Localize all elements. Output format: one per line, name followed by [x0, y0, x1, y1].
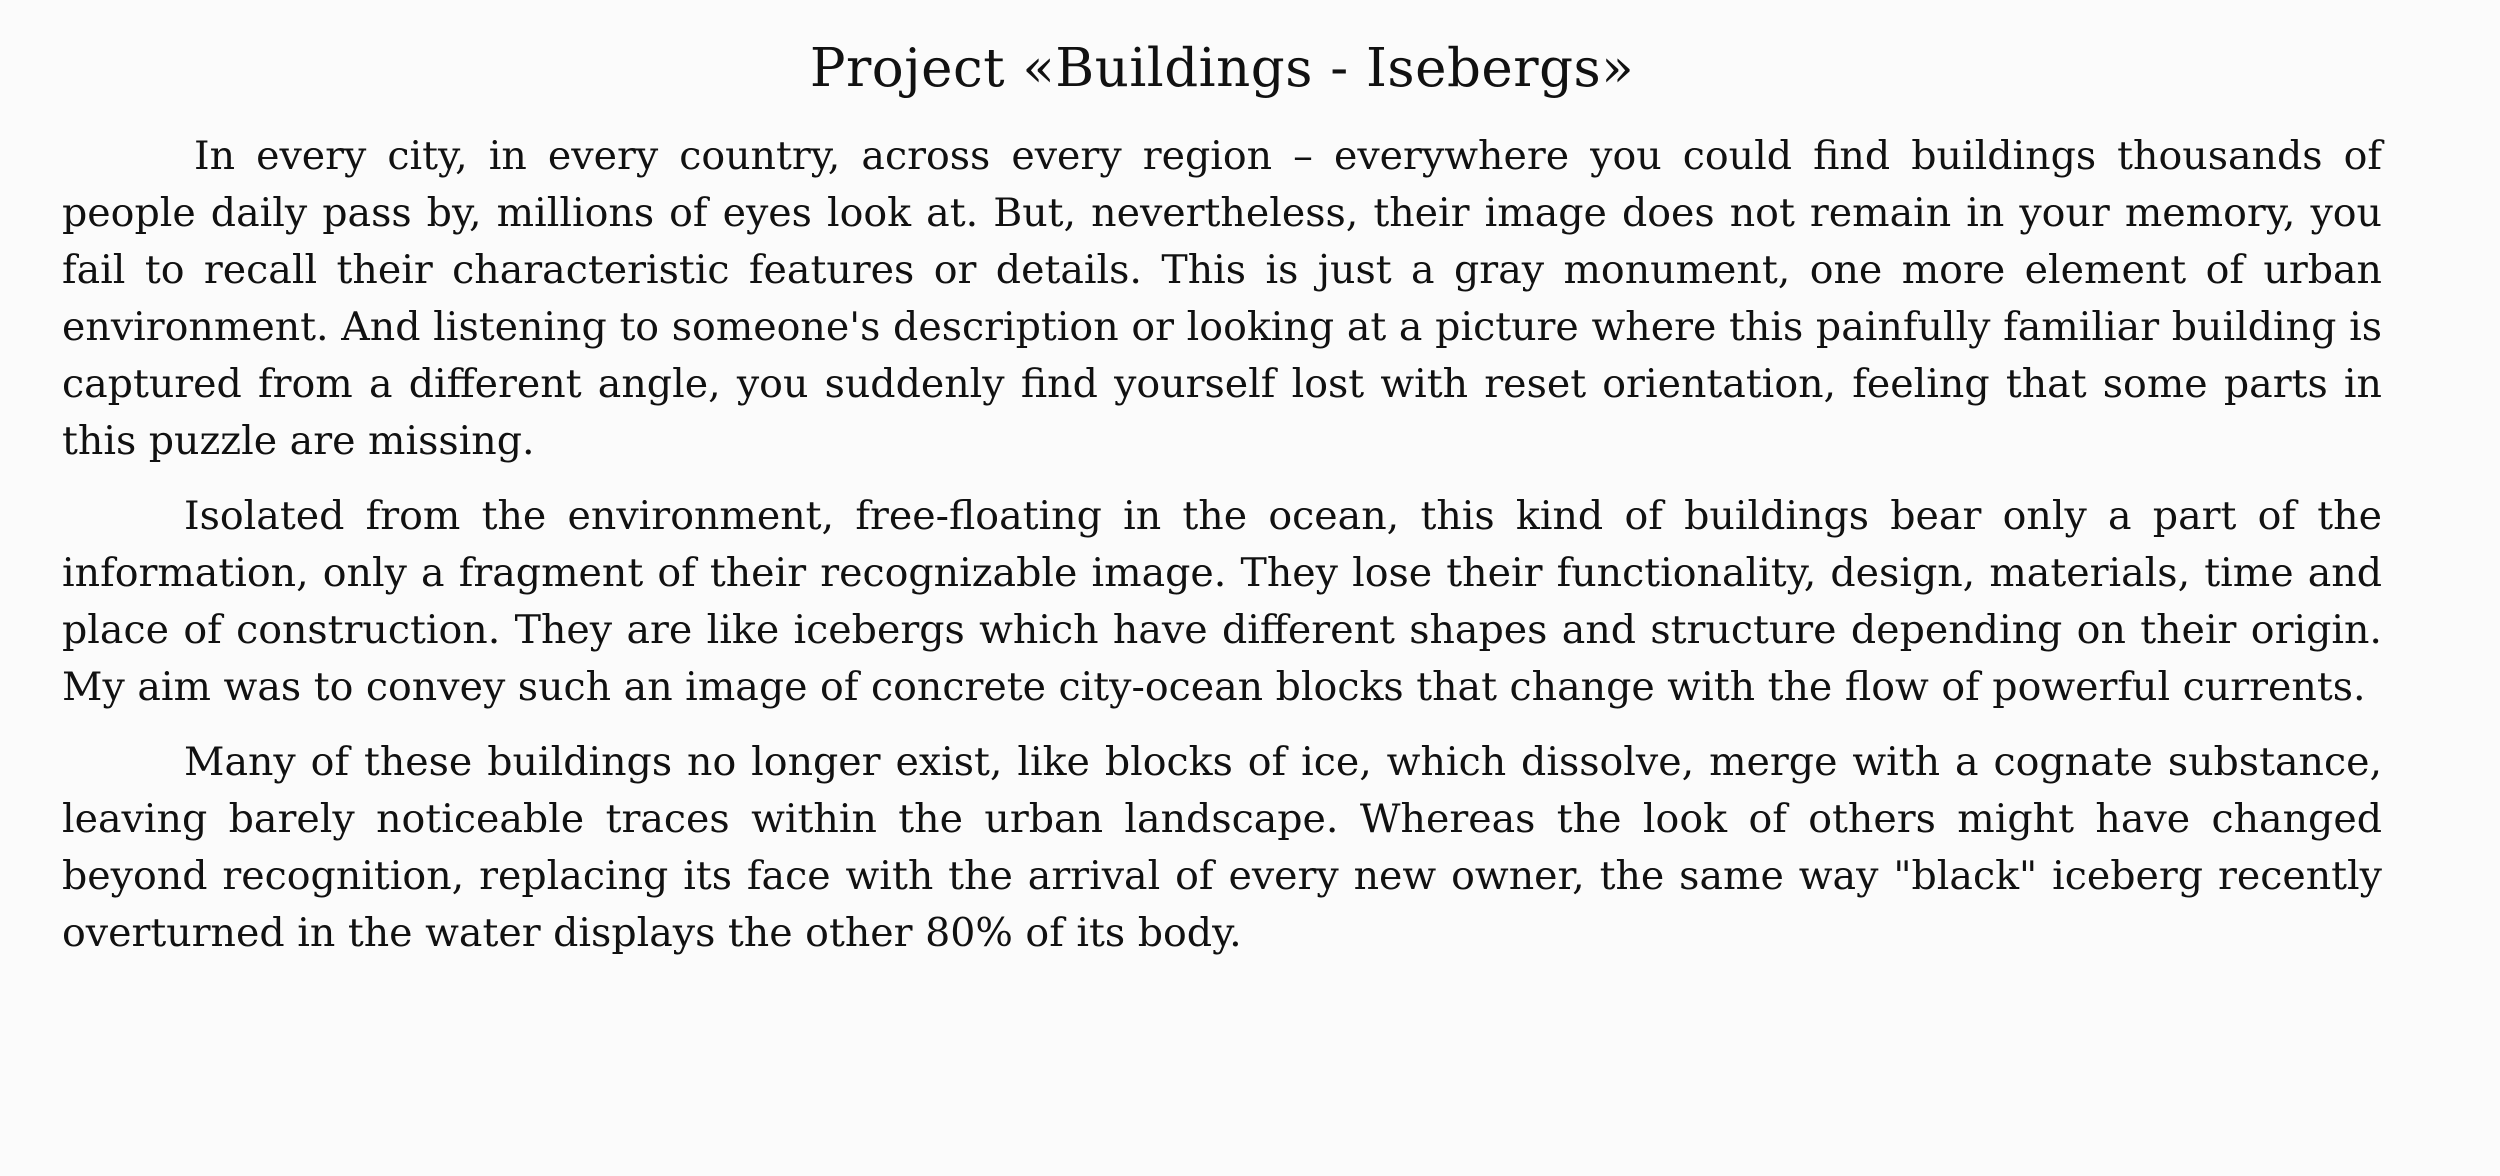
paragraph-isolated: Isolated from the environment, free-floating in the ocean, this kind of buildings bear only a part of the information, only a fragment of their recognizable image. They lose their functionality, design, materials, time and place of construction. They are like icebergs which have different shapes and structure depending on their origin. My aim was to convey such an image of concrete city-ocean blocks that change with the flow of powerful currents.: [62, 493, 2382, 710]
paragraph-intro: In every city, in every country, across every region – everywhere you could find buildings thousands of people daily pass by, millions of eyes look at. But, nevertheless, their image does not remain in your memory, you fail to recall their characteristic features or details. This is just a gray monument, one more element of urban environment. And listening to someone's description or looking at a picture where this painfully familiar building is captured from a different angle, you suddenly find yourself lost with reset orientation, feeling that some parts in this puzzle are missing.: [62, 133, 2382, 464]
paragraph-vanished: Many of these buildings no longer exist, like blocks of ice, which dissolve, merge with a cognate substance, leaving barely noticeable traces within the urban landscape. Whereas the look of others might have changed beyond recognition, replacing its face with the arrival of every new owner, the same way "black" iceberg recently overturned in the water displays the other 80% of its body.: [62, 739, 2382, 956]
document-title: Project «Buildings - Isebergs»: [809, 38, 1635, 99]
